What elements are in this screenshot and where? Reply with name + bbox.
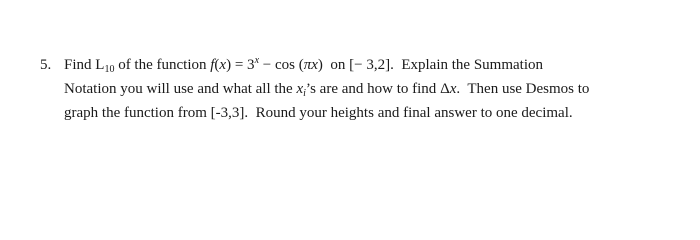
- line1-subscript: 10: [104, 64, 115, 75]
- x-variable: x: [296, 81, 304, 97]
- line2-text-b: ’s are and how to find: [305, 81, 441, 97]
- function-open-paren: (: [214, 57, 220, 73]
- problem-line-2: [64, 77, 690, 101]
- pi-x: πx: [303, 57, 318, 73]
- function-close-paren: ): [226, 57, 232, 73]
- exponent: x: [254, 55, 260, 66]
- line1-text-b: of the function: [114, 57, 211, 73]
- interval-text: on [− 3,2]. Explain the Summation: [322, 57, 544, 73]
- cos-close-paren: ): [317, 57, 323, 73]
- problem-line-3: graph the function from [-3,3]. Round your heights and final answer to one decimal.: [64, 105, 573, 121]
- function-name: f: [210, 57, 215, 73]
- equals-base: = 3: [231, 57, 255, 73]
- problem-number: 5.: [40, 57, 52, 73]
- delta-x-variable: x: [449, 81, 457, 97]
- line1-text-a: Find L: [64, 57, 105, 73]
- problem-statement: [64, 53, 690, 125]
- problem-5: [40, 53, 690, 125]
- minus-cos: − cos (: [259, 57, 304, 73]
- function-variable: x: [219, 57, 227, 73]
- problem-line-1: [64, 53, 690, 77]
- x-subscript: i: [303, 88, 306, 99]
- line2-text-a: Notation you will use and what all the: [64, 81, 297, 97]
- delta-symbol: Δ: [440, 81, 450, 97]
- line2-text-c: . Then use Desmos to: [456, 81, 590, 97]
